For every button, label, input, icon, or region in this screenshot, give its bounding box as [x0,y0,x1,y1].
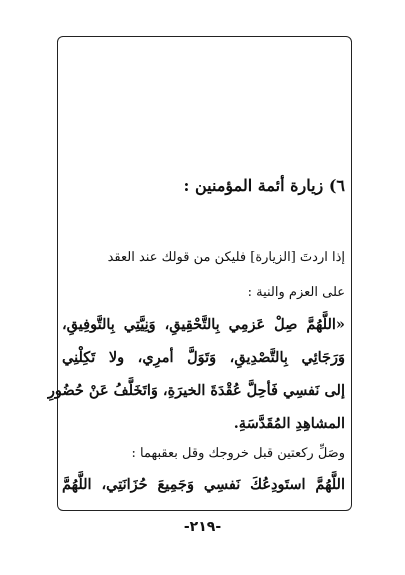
page-border-frame [47,36,352,511]
instruction-text-line: وصَلِّ ركعتين قبل خروجك وقل بعقبهما : [131,446,345,461]
intro-text-line: على العزم والنية : [247,285,345,300]
page-number: -٢١٩- [183,519,222,535]
supplication-line: المشاهِدِ المُقَدَّسَةِ. [233,415,345,432]
supplication-line: وَرَجَائِي بِالتَّصْدِيقِ، وَتَوَلَّ أمرِي، ولا تَكِلْنِي [62,349,345,366]
intro-text-line: إذا اردتَ [الزيارة] فليكن من قولك عند العقد [107,250,345,265]
section-heading: ٦) زيارة أئمة المؤمنين : [183,176,345,195]
supplication-line: إلى نَفسِي فَأحِلَّ عُقْدَةَ الخيرَةِ، وَاتَخَلَّفُ عَنْ حُضُورِ [47,382,345,399]
supplication-line: «اللَّهُمَّ صِلْ عَزمِي بِالتَّحْقِيقِ، وَنِيَّتِي بِالتَّوفِيقِ، [62,316,345,333]
supplication-line: اللَّهُمَّ استَودِعُكَ نَفسِي وَجَمِيعَ حُزَانَتِي، اللَّهُمَّ [62,476,345,493]
